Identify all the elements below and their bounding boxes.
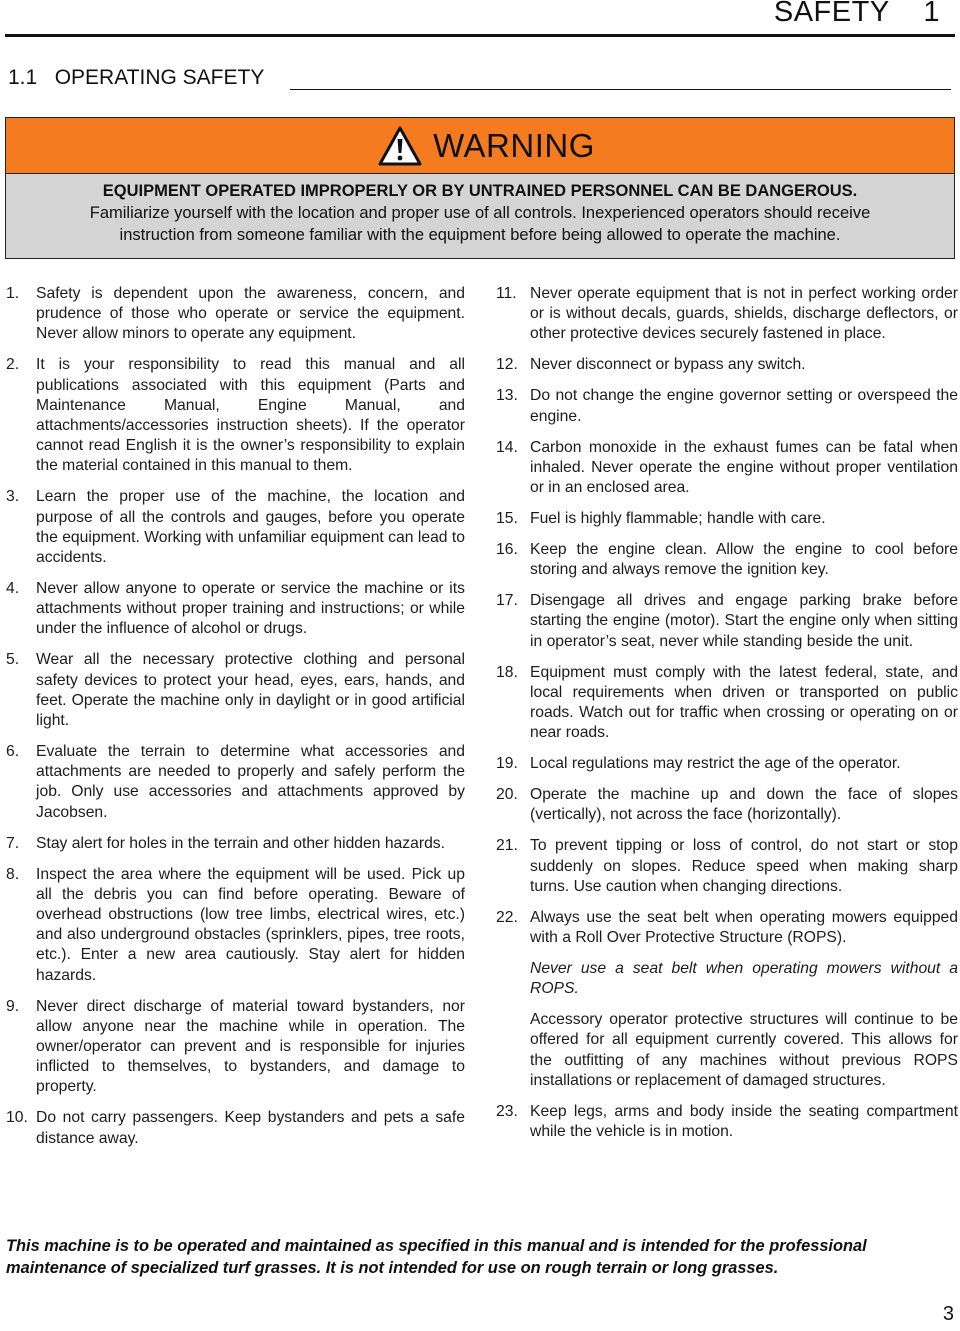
list-item [496, 540, 958, 580]
warning-triangle-icon [377, 125, 423, 167]
list-item [496, 908, 958, 1091]
list-item [6, 1108, 465, 1148]
list-item [496, 1102, 958, 1142]
item-number: 21. [496, 837, 518, 855]
warning-body [6, 174, 954, 259]
item-text: Stay alert for holes in the terrain and other hidden hazards. [36, 834, 445, 852]
item-number: 12. [496, 356, 518, 374]
item-number: 22. [496, 908, 518, 926]
list-item [496, 754, 958, 774]
item-text: Keep legs, arms and body inside the seating compartment while the vehicle is in motion. [530, 1102, 958, 1141]
item-number: 7. [6, 834, 20, 852]
item-text: It is your responsibility to read this manual and all publications associated with this equipment (Parts and Maintenance Manual, Engine Manual, and attachments/accessories instruction sheets). If the operator cannot read English it is the owner’s responsibility to explain the material contained in this manual to them. [36, 356, 465, 475]
item-text: Fuel is highly flammable; handle with care. [530, 510, 826, 528]
list-item [6, 742, 465, 823]
item-number: 4. [6, 580, 20, 598]
item-number: 9. [6, 997, 20, 1015]
list-item [6, 997, 465, 1098]
item-text: Never operate equipment that is not in perfect working order or is without decals, guards, shields, discharge deflectors, or other protective devices securely fastened in place. [530, 285, 958, 343]
header-rule [5, 34, 955, 37]
item-number: 2. [6, 356, 20, 374]
page-header-title: SAFETY 1 [773, 0, 940, 28]
section-heading: 1.1 OPERATING SAFETY [8, 66, 265, 89]
item-number: 10. [6, 1109, 28, 1127]
item-text: Disengage all drives and engage parking brake before starting the engine (motor). Start the engine only when sitting in operator’s seat, never while standing beside the unit. [530, 592, 958, 650]
list-item [496, 509, 958, 529]
item-text: Do not carry passengers. Keep bystanders and pets a safe distance away. [36, 1109, 465, 1147]
item-text: Inspect the area where the equipment will be used. Pick up all the debris you can find before operating. Beware of overhead obstructions (low tree limbs, electrical wires, etc.) and also underground obstacles (sprinklers, pipes, tree roots, etc.). Enter a new area cautiously. Stay alert for hidden hazards. [36, 865, 465, 984]
item-text: Never disconnect or bypass any switch. [530, 356, 806, 374]
item-number: 8. [6, 865, 20, 883]
item-text: Carbon monoxide in the exhaust fumes can be fatal when inhaled. Never operate the engine without proper ventilation or in an enclosed area. [530, 438, 958, 497]
item-text: Never direct discharge of material toward bystanders, nor allow anyone near the machine while in operation. The owner/operator can prevent and is responsible for injuries inflicted to themselves, to bystanders, and damage to property. [36, 997, 465, 1096]
item-number: 5. [6, 651, 20, 669]
list-item [6, 865, 465, 986]
item-text: Never allow anyone to operate or service the machine or its attachments without proper training and instructions; or while under the influence of alcohol or drugs. [36, 580, 465, 638]
item-number: 17. [496, 592, 518, 610]
item-number: 11. [496, 285, 517, 302]
list-item [496, 386, 958, 426]
footer-note: This machine is to be operated and maintained as specified in this manual and is intended for the professional maintenance of specialized turf grasses. It is not intended for use on rough terrain or long grasses. [6, 1237, 867, 1277]
item-number: 3. [6, 488, 20, 506]
warning-lead: EQUIPMENT OPERATED IMPROPERLY OR BY UNTRAINED PERSONNEL CAN BE DANGEROUS. [102, 182, 858, 200]
right-column [496, 284, 958, 1153]
item-number: 18. [496, 663, 518, 681]
section-rule [290, 89, 951, 90]
item-number: 14. [496, 438, 518, 456]
list-item [496, 663, 958, 744]
item-text: To prevent tipping or loss of control, do not start or stop suddenly on slopes. Reduce speed when making sharp turns. Use caution when changing directions. [530, 837, 958, 895]
list-item [6, 579, 465, 640]
list-item [6, 355, 465, 476]
warning-line: Familiarize yourself with the location and proper use of all controls. Inexperienced operators should receive [89, 204, 871, 222]
list-item [6, 650, 465, 731]
list-item [496, 836, 958, 897]
list-item [6, 834, 465, 854]
item-text: Operate the machine up and down the face of slopes (vertically), not across the face (horizontally). [530, 786, 958, 824]
item-number: 15. [496, 510, 518, 528]
list-item [496, 438, 958, 499]
list-item [6, 284, 465, 345]
item-number: 20. [496, 786, 518, 804]
list-item [496, 785, 958, 825]
item-note-italic: Never use a seat belt when operating mowers without a ROPS. [530, 960, 958, 998]
list-item [496, 355, 958, 375]
warning-title: WARNING [433, 126, 595, 164]
item-text: Equipment must comply with the latest federal, state, and local requirements when driven or transported on public roads. Watch out for traffic when crossing or operating on or near roads. [530, 663, 958, 742]
item-note: Accessory operator protective structures will continue to be offered for all equipment currently covered. This allows for the outfitting of any machines without previous ROPS installations or replacement of damaged structures. [530, 1011, 958, 1089]
item-number: 16. [496, 541, 518, 559]
warning-line: instruction from someone familiar with the equipment before being allowed to operate the machine. [119, 226, 841, 244]
item-text: Wear all the necessary protective clothing and personal safety devices to protect your head, eyes, ears, hands, and feet. Operate the machine only in daylight or in good artificial light. [36, 651, 465, 730]
item-number: 1. [6, 285, 20, 302]
item-text: Keep the engine clean. Allow the engine to cool before storing and always remove the ignition key. [530, 541, 958, 579]
warning-band [6, 118, 954, 174]
item-text: Always use the seat belt when operating mowers equipped with a Roll Over Protective Structure (ROPS). [530, 908, 958, 947]
item-number: 6. [6, 743, 20, 761]
item-number: 19. [496, 755, 518, 773]
list-item [6, 487, 465, 568]
item-text: Safety is dependent upon the awareness, concern, and prudence of those who operate or service the equipment. Never allow minors to operate any equipment. [36, 285, 465, 343]
list-item [496, 284, 958, 345]
item-text: Learn the proper use of the machine, the location and purpose of all the controls and gauges, before you operate the equipment. Working with unfamiliar equipment can lead to accidents. [36, 488, 465, 567]
item-text: Do not change the engine governor setting or overspeed the engine. [530, 387, 958, 425]
list-item [496, 591, 958, 652]
item-text: Local regulations may restrict the age of the operator. [530, 755, 901, 773]
item-text: Evaluate the terrain to determine what accessories and attachments are needed to properly and safely perform the job. Only use accessories and attachments approved by Jacobsen. [36, 743, 465, 821]
page-number: 3 [942, 1303, 954, 1325]
item-number: 23. [496, 1102, 518, 1120]
left-column [6, 284, 465, 1160]
warning-box [5, 117, 955, 259]
item-number: 13. [496, 387, 518, 405]
